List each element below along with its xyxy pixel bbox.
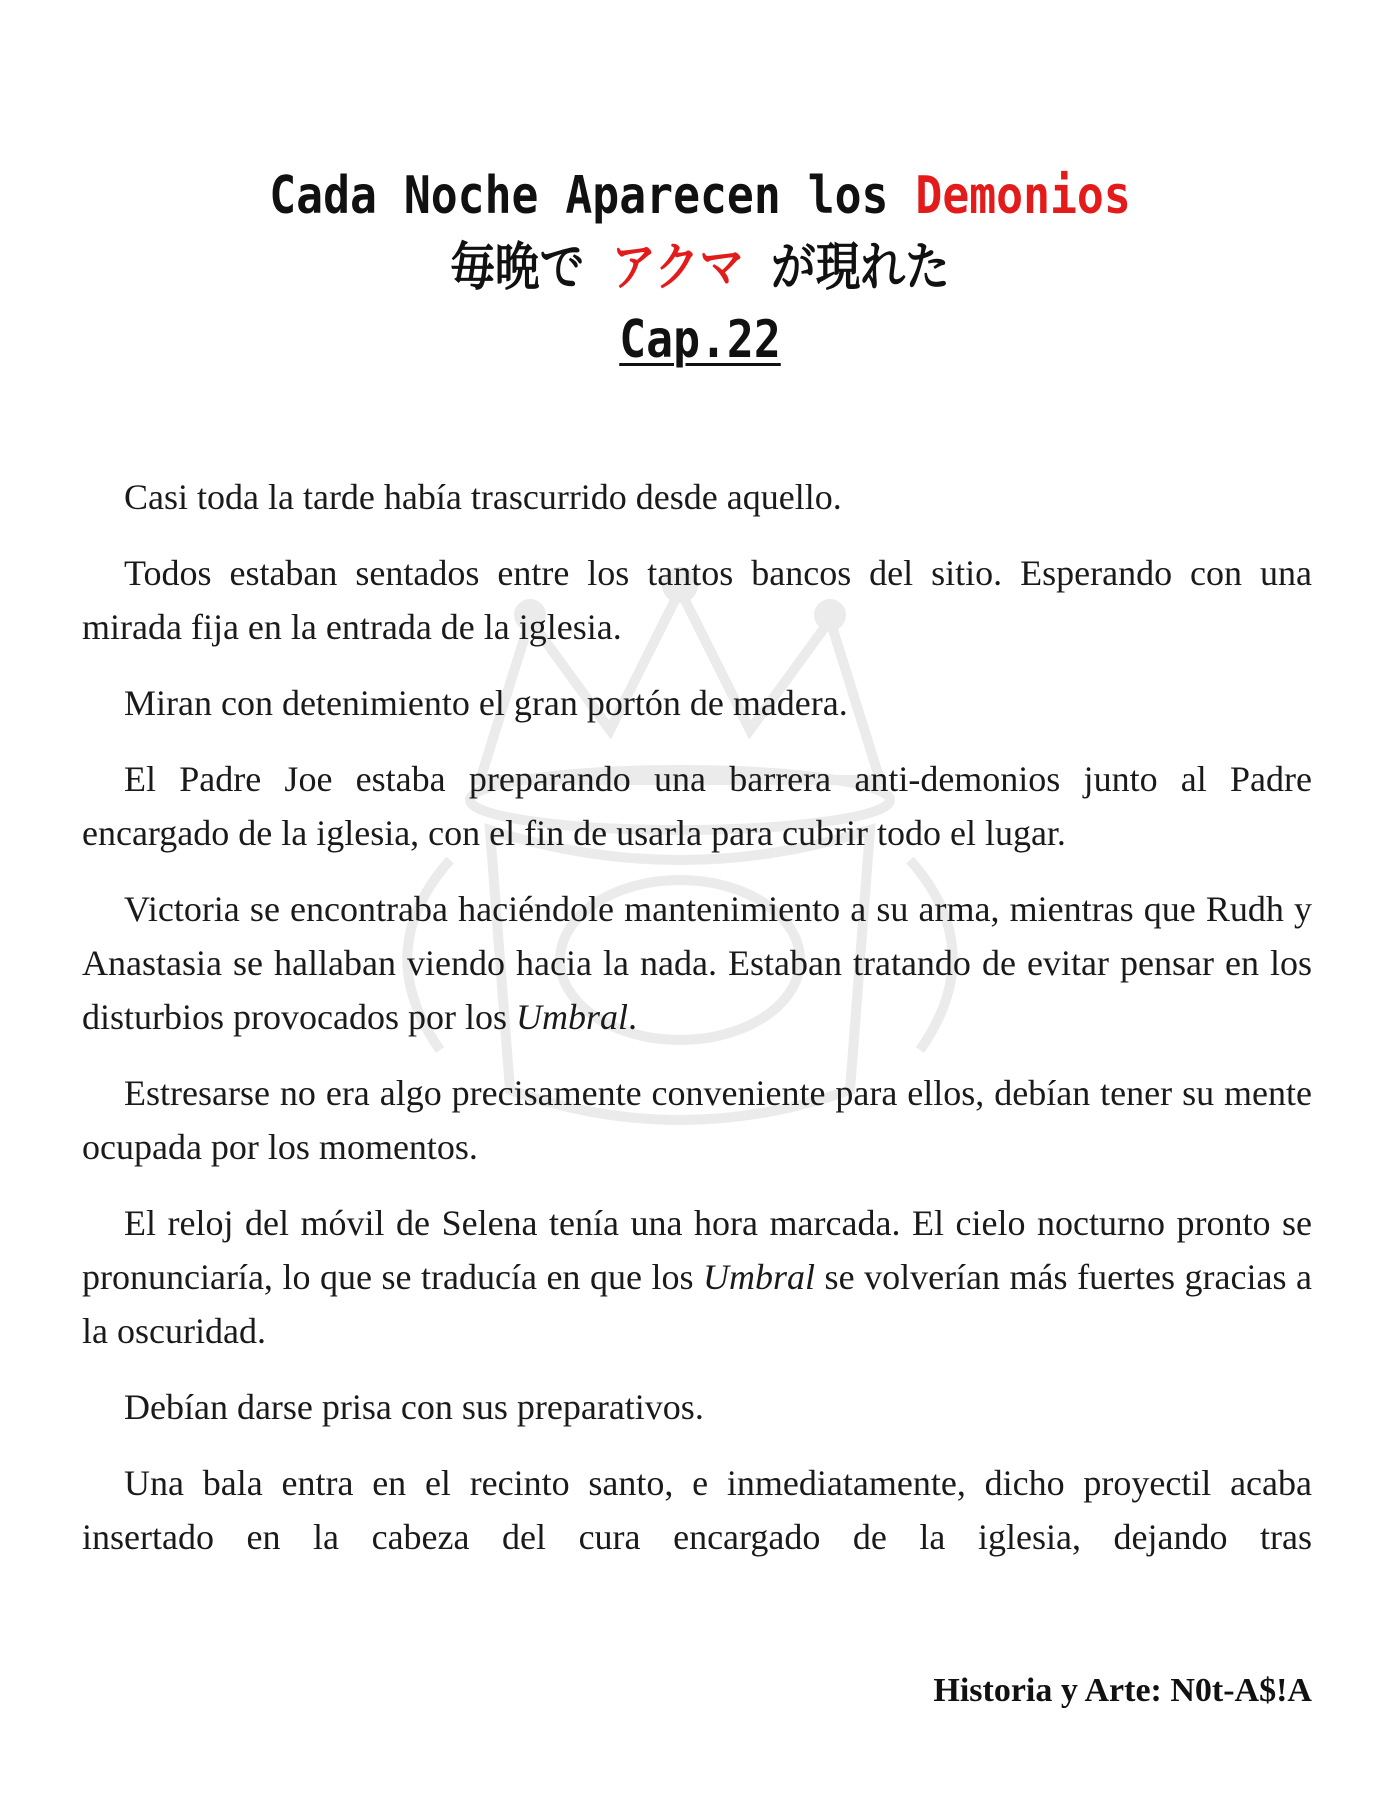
paragraph-text: Debían darse prisa con sus preparativos. [124,1387,704,1427]
paragraph [82,1066,1312,1174]
paragraph-text: Estresarse no era algo precisamente conveniente para ellos, debían tener su mente ocupada por los momentos. [82,1073,1312,1167]
paragraph [82,546,1312,654]
title-spanish [98,160,1302,232]
story-body [82,470,1312,1586]
paragraph-text: Victoria se encontraba haciéndole mantenimiento a su arma, mientras que Rudh y Anastasia se hallaban viendo hacia la nada. Estaban tratando de evitar pensar en los disturbios provocados por los [82,889,1312,1037]
paragraph [82,470,1312,524]
paragraph-emphasis: Umbral [515,997,628,1037]
paragraph [82,676,1312,730]
paragraph [82,1380,1312,1434]
paragraph-text: El reloj del móvil de Selena tenía una hora marcada. El cielo nocturno pronto se pronunciaría, lo que se traducía en que los [82,1203,1312,1297]
paragraph [82,1456,1312,1564]
title-japanese-prefix: 毎晩で [450,238,612,298]
author-credit: Historia y Arte: N0t-A$!A [933,1672,1312,1709]
paragraph-text: Todos estaban sentados entre los tantos bancos del sitio. Esperando con una mirada fija en la entrada de la iglesia. [82,553,1312,647]
chapter-title: Cap.22 [619,310,781,370]
paragraph [82,882,1312,1044]
paragraph-text: Una bala entra en el recinto santo, e inmediatamente, dicho proyectil acaba insertado en la cabeza del cura encargado de la iglesia, dejando tras [82,1463,1312,1557]
paragraph-emphasis: Umbral [703,1257,816,1297]
title-spanish-text: Cada Noche Aparecen los [269,166,916,226]
title-japanese [98,232,1302,304]
title-japanese-accent: アクマ [611,238,745,298]
paragraph-text: El Padre Joe estaba preparando una barrera anti-demonios junto al Padre encargado de la iglesia, con el fin de usarla para cubrir todo el lugar. [82,759,1312,853]
paragraph-text: Casi toda la tarde había trascurrido desde aquello. [124,477,842,517]
paragraph [82,752,1312,860]
paragraph-text: . [627,997,637,1037]
paragraph-text: Miran con detenimiento el gran portón de madera. [124,683,848,723]
title-spanish-accent: Demonios [915,166,1131,226]
paragraph [82,1196,1312,1358]
title-japanese-suffix: が現れた [744,238,950,298]
chapter-line [98,304,1302,376]
paragraph-text: se volverían más fuertes gracias a la oscuridad. [82,1257,1312,1351]
title-block [0,160,1400,376]
